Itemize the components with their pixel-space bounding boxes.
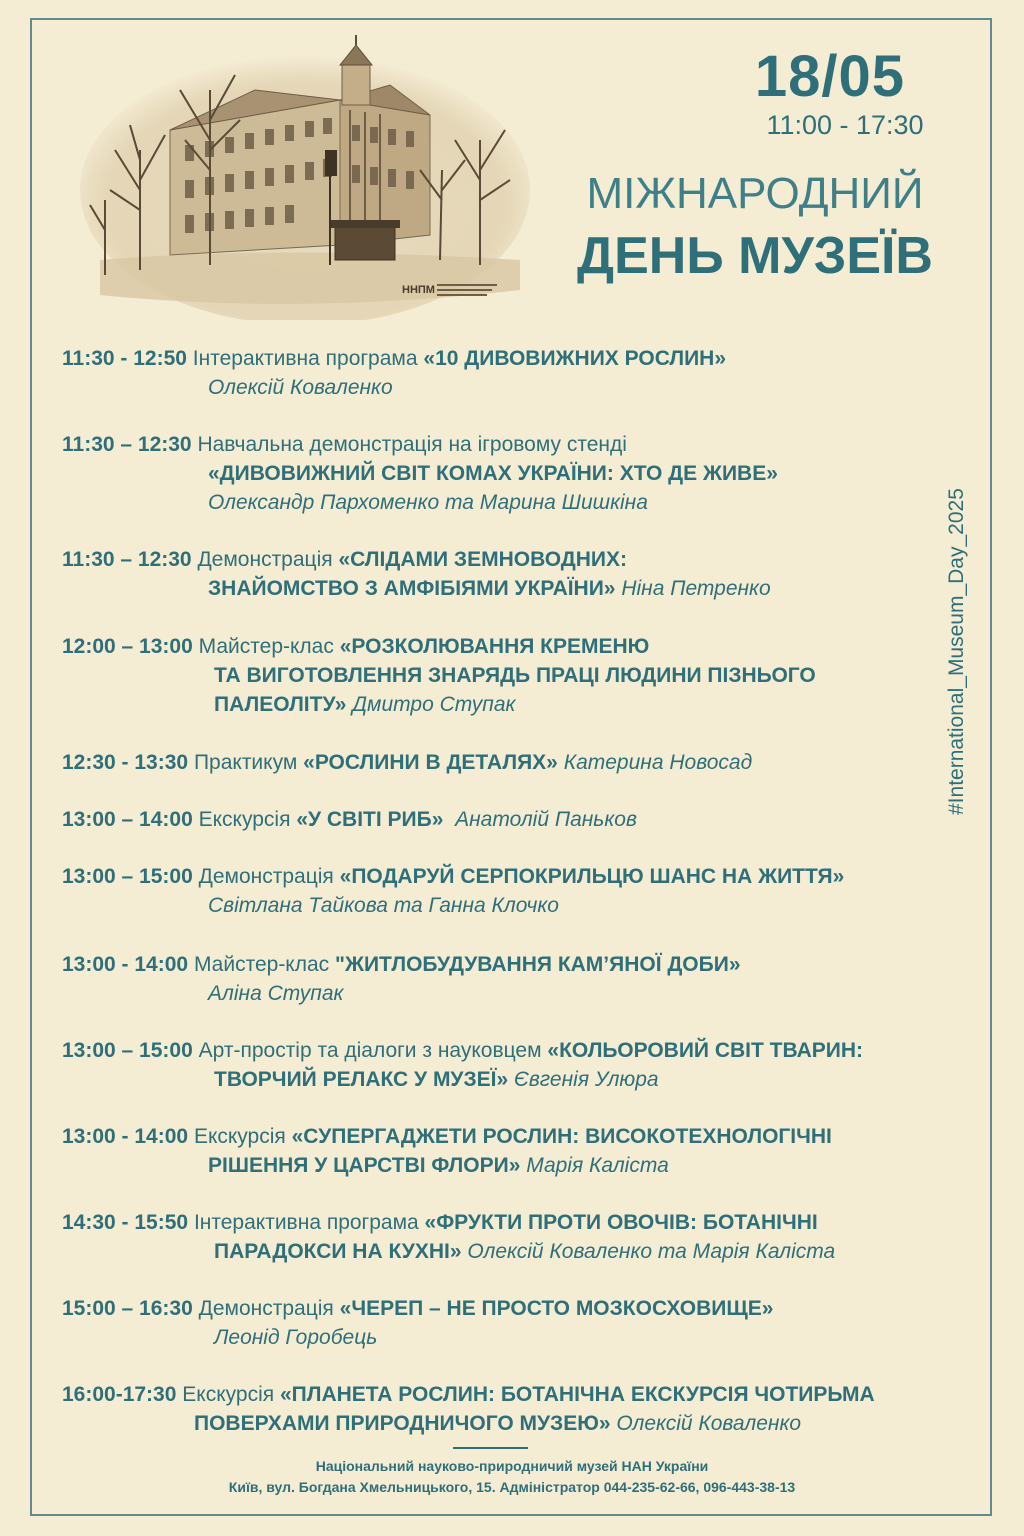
schedule-event bbox=[62, 344, 992, 402]
event-title-cont: ТВОРЧИЙ РЕЛАКС У МУЗЕЇ» bbox=[214, 1068, 509, 1091]
event-title-cont: РІШЕННЯ У ЦАРСТВІ ФЛОРИ» bbox=[208, 1154, 521, 1177]
footer-divider bbox=[453, 1447, 528, 1449]
event-time: 13:00 – 15:00 bbox=[62, 1039, 193, 1062]
schedule-event bbox=[62, 1380, 992, 1438]
event-title: «РОСЛИНИ В ДЕТАЛЯХ» bbox=[303, 751, 558, 774]
event-title: «ПЛАНЕТА РОСЛИН: БОТАНІЧНА ЕКСКУРСІЯ ЧОТИРЬМА bbox=[279, 1383, 875, 1406]
event-title-cont: ПОВЕРХАМИ ПРИРОДНИЧОГО МУЗЕЮ» bbox=[194, 1412, 611, 1435]
schedule-event bbox=[62, 805, 992, 834]
event-hours: 11:00 - 17:30 bbox=[766, 110, 924, 140]
event-title-cont: ПАЛЕОЛІТУ» bbox=[214, 693, 347, 716]
event-time: 13:00 – 15:00 bbox=[62, 865, 193, 888]
event-time: 13:00 - 14:00 bbox=[62, 1125, 189, 1148]
event-title-cont: ПАРАДОКСИ НА КУХНІ» bbox=[214, 1240, 462, 1263]
schedule-event bbox=[62, 1036, 992, 1094]
event-time: 16:00-17:30 bbox=[62, 1383, 177, 1406]
schedule-event bbox=[62, 748, 992, 777]
event-type: Екскурсія bbox=[198, 808, 291, 831]
event-author: Катерина Новосад bbox=[563, 751, 753, 774]
event-type: Екскурсія bbox=[182, 1383, 275, 1406]
hashtag-vertical: #International_Museum_Day_2025 bbox=[945, 488, 968, 815]
event-type: Майстер-клас bbox=[193, 953, 330, 976]
event-author: Олександр Пархоменко та Марина Шишкіна bbox=[208, 491, 648, 514]
event-author: Марія Каліста bbox=[526, 1154, 669, 1177]
footer-museum-name: Національний науково-природничий музей НАН України bbox=[315, 1458, 709, 1474]
event-title: «КОЛЬОРОВИЙ СВІТ ТВАРИН: bbox=[547, 1039, 864, 1062]
event-time: 11:30 – 12:30 bbox=[62, 433, 192, 456]
event-time: 13:00 – 14:00 bbox=[62, 808, 193, 831]
event-type: Арт-простір та діалоги з науковцем bbox=[198, 1039, 542, 1062]
event-time: 14:30 - 15:50 bbox=[62, 1211, 189, 1234]
page-title-line1: МІЖНАРОДНИЙ bbox=[586, 169, 924, 218]
event-title-cont: ЗНАЙОМСТВО З АМФІБІЯМИ УКРАЇНИ» bbox=[208, 577, 616, 600]
event-title: «СУПЕРГАДЖЕТИ РОСЛИН: ВИСОКОТЕХНОЛОГІЧНІ bbox=[291, 1125, 832, 1148]
event-date: 18/05 bbox=[754, 44, 906, 109]
schedule-event bbox=[62, 1294, 992, 1352]
event-author: Аліна Ступак bbox=[208, 982, 344, 1005]
event-title: «У СВІТІ РИБ» bbox=[296, 808, 444, 831]
event-title: «СЛІДАМИ ЗЕМНОВОДНИХ: bbox=[338, 548, 627, 571]
schedule-event bbox=[62, 1122, 992, 1180]
event-type: Екскурсія bbox=[193, 1125, 286, 1148]
event-title: «РОЗКОЛЮВАННЯ КРЕМЕНЮ bbox=[339, 635, 650, 658]
event-title-cont: ТА ВИГОТОВЛЕННЯ ЗНАРЯДЬ ПРАЦІ ЛЮДИНИ ПІЗНЬОГО bbox=[214, 664, 816, 687]
event-title: «ФРУКТИ ПРОТИ ОВОЧІВ: БОТАНІЧНІ bbox=[424, 1211, 818, 1234]
event-author: Світлана Тайкова та Ганна Клочко bbox=[208, 894, 559, 917]
event-author: Олексій Коваленко bbox=[616, 1412, 802, 1435]
event-time: 12:00 – 13:00 bbox=[62, 635, 193, 658]
museum-logo-text: ННПМ bbox=[402, 284, 435, 296]
event-title: «ЧЕРЕП – НЕ ПРОСТО МОЗКОСХОВИЩЕ» bbox=[339, 1297, 774, 1320]
schedule-event bbox=[62, 1208, 992, 1266]
schedule-event bbox=[62, 862, 992, 920]
event-author: Дмитро Ступак bbox=[352, 693, 516, 716]
event-type: Практикум bbox=[193, 751, 298, 774]
event-title: «ПОДАРУЙ СЕРПОКРИЛЬЦЮ ШАНС НА ЖИТТЯ» bbox=[339, 865, 845, 888]
event-author: Олексій Коваленко та Марія Каліста bbox=[467, 1240, 836, 1263]
museum-building-illustration bbox=[80, 30, 530, 320]
event-type: Майстер-клас bbox=[198, 635, 334, 658]
footer-address: Київ, вул. Богдана Хмельницького, 15. Адміністратор 044-235-62-66, 096-443-38-13 bbox=[228, 1479, 796, 1495]
event-type: Демонстрація bbox=[197, 548, 333, 571]
event-author: Євгенія Улюра bbox=[513, 1068, 659, 1091]
event-time: 15:00 – 16:30 bbox=[62, 1297, 193, 1320]
event-time: 11:30 – 12:30 bbox=[62, 548, 192, 571]
event-author: Олексій Коваленко bbox=[208, 376, 393, 399]
event-author: Леонід Горобець bbox=[214, 1326, 378, 1349]
event-type: Демонстрація bbox=[198, 865, 334, 888]
schedule-event bbox=[62, 632, 992, 719]
event-title: «10 ДИВОВИЖНИХ РОСЛИН» bbox=[423, 347, 727, 370]
event-author: Анатолій Паньков bbox=[455, 808, 637, 831]
event-time: 13:00 - 14:00 bbox=[62, 953, 189, 976]
event-author: Ніна Петренко bbox=[621, 577, 771, 600]
schedule-event bbox=[62, 545, 992, 603]
event-time: 11:30 - 12:50 bbox=[62, 347, 187, 370]
event-type: Навчальна демонстрація на ігровому стенді bbox=[197, 433, 627, 456]
schedule-event bbox=[62, 430, 992, 517]
event-time: 12:30 - 13:30 bbox=[62, 751, 189, 774]
schedule-event bbox=[62, 950, 992, 1008]
page-title-line2: ДЕНЬ МУЗЕЇВ bbox=[577, 227, 933, 285]
event-title: "ЖИТЛОБУДУВАННЯ КАМ’ЯНОЇ ДОБИ» bbox=[335, 953, 741, 976]
event-type: Інтерактивна програма bbox=[193, 1211, 419, 1234]
event-type: Інтерактивна програма bbox=[192, 347, 418, 370]
event-type: Демонстрація bbox=[198, 1297, 334, 1320]
event-title: «ДИВОВИЖНИЙ СВІТ КОМАХ УКРАЇНИ: ХТО ДЕ ЖИВЕ» bbox=[208, 462, 778, 485]
